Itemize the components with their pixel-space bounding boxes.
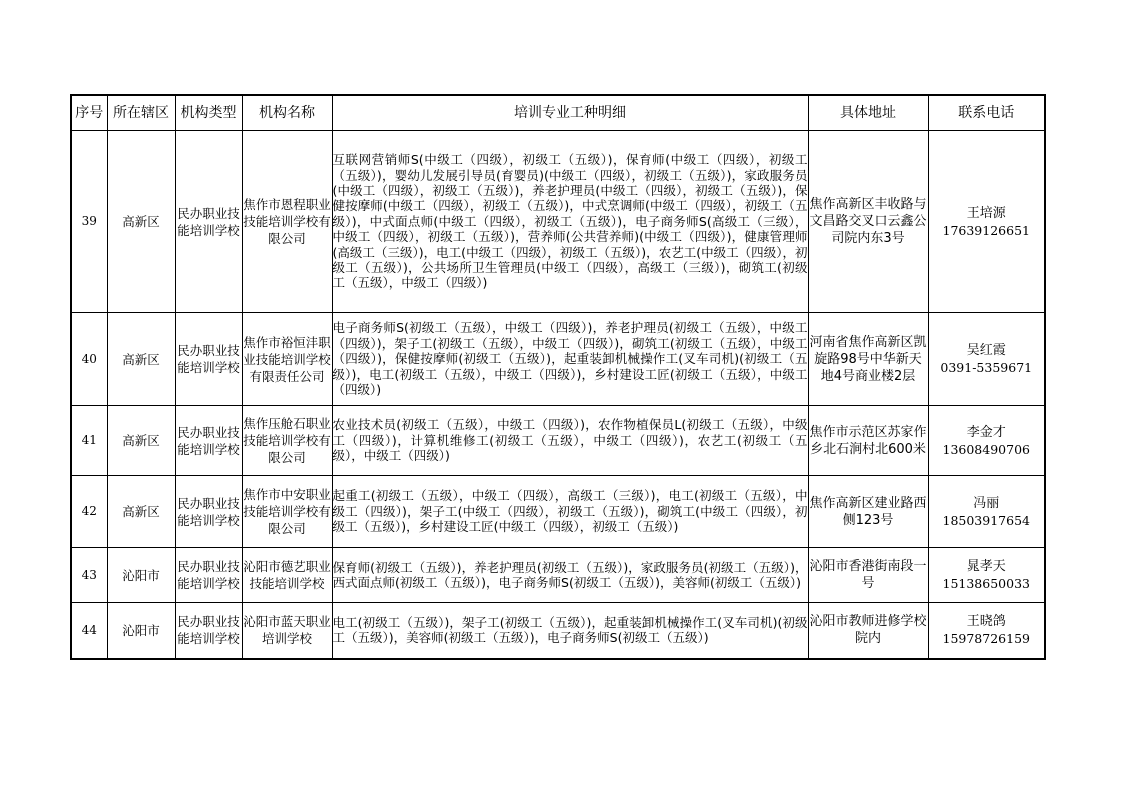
row-district: 高新区	[107, 476, 175, 548]
row-name	[242, 131, 332, 313]
row-contact-person: 吴红霞	[966, 343, 1006, 358]
row-detail	[332, 313, 808, 406]
row-contact-phone: 15978726159	[942, 631, 1030, 647]
table-row	[71, 548, 1045, 603]
row-name-text: 沁阳市蓝天职业培训学校	[243, 614, 331, 647]
row-seq: 40	[71, 313, 107, 406]
row-detail	[332, 131, 808, 313]
row-contact-person: 李金才	[966, 424, 1006, 440]
row-seq: 44	[71, 603, 107, 659]
document-page	[70, 94, 1044, 660]
header-type: 机构类型	[175, 95, 242, 131]
row-contact-phone: 15138650033	[942, 576, 1030, 591]
table-row	[71, 313, 1045, 406]
row-contact-phone: 17639126651	[942, 222, 1030, 238]
row-detail	[332, 548, 808, 603]
row-address: 焦作高新区建业路西侧123号	[808, 476, 928, 548]
row-detail-text: 保育师(初级工（五级）)，养老护理员(初级工（五级）)，家政服务员(初级工（五级）)，西式面点师(初级工（五级）)，电子商务师S(初级工（五级）)，美容师(初级工（五级）)	[332, 559, 808, 590]
row-type: 民办职业技能培训学校	[175, 603, 242, 659]
row-name	[242, 603, 332, 659]
row-seq: 41	[71, 406, 107, 476]
header-phone: 联系电话	[928, 95, 1045, 131]
row-contact	[928, 603, 1045, 659]
row-district: 高新区	[107, 131, 175, 313]
header-name: 机构名称	[242, 95, 332, 131]
training-institution-table	[70, 94, 1046, 660]
row-name-text: 焦作市中安职业技能培训学校有限公司	[243, 487, 331, 536]
row-contact	[928, 406, 1045, 476]
row-contact-phone: 0391-5359671	[940, 360, 1033, 375]
row-name-text: 焦作市裕恒沣职业技能培训学校有限责任公司	[243, 334, 331, 384]
row-seq: 43	[71, 548, 107, 603]
table-row	[71, 406, 1045, 476]
row-contact-phone: 18503917654	[942, 512, 1030, 528]
header-seq: 序号	[71, 95, 107, 131]
row-name	[242, 406, 332, 476]
row-name	[242, 548, 332, 603]
row-name	[242, 313, 332, 406]
row-address: 河南省焦作高新区凯旋路98号中华新天地4号商业楼2层	[808, 313, 928, 406]
row-detail-text: 电子商务师S(初级工（五级），中级工（四级）)，养老护理员(初级工（五级），中级工（四级）)，架子工(初级工（五级），中级工（四级）)，砌筑工(初级工（五级），中级工（四级）)，保健按摩师(初级工（五级）)，起重装卸机械操作工(叉车司机)(初级工（五级）)，电工(初级工（五级），中级工（四级）)，乡村建设工匠(初级工（五级），中级工（四级）)	[332, 320, 808, 398]
row-address: 沁阳市香港街南段一号	[808, 548, 928, 603]
row-type: 民办职业技能培训学校	[175, 476, 242, 548]
row-contact-phone: 13608490706	[942, 441, 1030, 457]
row-district: 高新区	[107, 406, 175, 476]
row-detail-text: 起重工(初级工（五级），中级工（四级），高级工（三级）)，电工(初级工（五级），中级工（四级）)，架子工(中级工（四级），初级工（五级）)，砌筑工(中级工（四级），初级工（五级）)，乡村建设工匠(中级工（四级），初级工（五级）)	[332, 488, 808, 535]
header-address: 具体地址	[808, 95, 928, 131]
row-detail-text: 互联网营销师S(中级工（四级），初级工（五级）)，保育师(中级工（四级），初级工（五级）)，婴幼儿发展引导员(育婴员)(中级工（四级），初级工（五级）)，家政服务员(中级工（四级），初级工（五级）)，养老护理员(中级工（四级），初级工（五级）)，保健按摩师(中级工（四级），初级工（五级）)，中式烹调师(中级工（四级），初级工（五级）)，中式面点师(中级工（四级），初级工（五级）)，电子商务师S(高级工（三级），中级工（四级），初级工（五级）)，营养师(公共营养师)(中级工（四级）)，健康管理师(高级工（三级）)，电工(中级工（四级），初级工（五级）)，农艺工(中级工（四级），初级工（五级）)，公共场所卫生管理员(中级工（四级），高级工（三级）)，砌筑工(初级工（五级），中级工（四级）)	[332, 152, 808, 291]
row-detail-text: 电工(初级工（五级）)，架子工(初级工（五级）)，起重装卸机械操作工(叉车司机)(初级工（五级）)，美容师(初级工（五级）)，电子商务师S(初级工（五级）)	[332, 614, 808, 646]
row-address: 沁阳市教师进修学校院内	[808, 603, 928, 659]
row-district: 沁阳市	[107, 548, 175, 603]
row-contact	[928, 476, 1045, 548]
row-detail	[332, 476, 808, 548]
row-type: 民办职业技能培训学校	[175, 406, 242, 476]
row-contact-person: 晁孝天	[966, 559, 1006, 574]
row-detail	[332, 406, 808, 476]
row-type: 民办职业技能培训学校	[175, 131, 242, 313]
table-header-row	[71, 95, 1045, 131]
row-contact	[928, 548, 1045, 603]
row-contact	[928, 131, 1045, 313]
row-contact	[928, 313, 1045, 406]
row-type: 民办职业技能培训学校	[175, 313, 242, 406]
row-name-text: 焦作市恩程职业技能培训学校有限公司	[243, 197, 331, 246]
row-name	[242, 476, 332, 548]
row-name-text: 焦作压舱石职业技能培训学校有限公司	[243, 416, 331, 465]
table-row	[71, 131, 1045, 313]
row-district: 高新区	[107, 313, 175, 406]
row-detail	[332, 603, 808, 659]
row-seq: 39	[71, 131, 107, 313]
row-address: 焦作高新区丰收路与文昌路交叉口云鑫公司院内东3号	[808, 131, 928, 313]
header-district: 所在辖区	[107, 95, 175, 131]
row-contact-person: 王培源	[966, 205, 1006, 221]
row-detail-text: 农业技术员(初级工（五级），中级工（四级）)，农作物植保员L(初级工（五级），中级工（四级）)，计算机维修工(初级工（五级），中级工（四级）)，农艺工(初级工（五级），中级工（四级）)	[332, 417, 808, 464]
row-district: 沁阳市	[107, 603, 175, 659]
row-name-text: 沁阳市德艺职业技能培训学校	[243, 559, 331, 591]
header-detail: 培训专业工种明细	[332, 95, 808, 131]
table-row	[71, 603, 1045, 659]
row-contact-person: 冯丽	[973, 495, 1000, 511]
row-seq: 42	[71, 476, 107, 548]
row-address: 焦作市示范区苏家作乡北石涧村北600米	[808, 406, 928, 476]
row-contact-person: 王晓鸽	[966, 614, 1006, 630]
table-row	[71, 476, 1045, 548]
row-type: 民办职业技能培训学校	[175, 548, 242, 603]
